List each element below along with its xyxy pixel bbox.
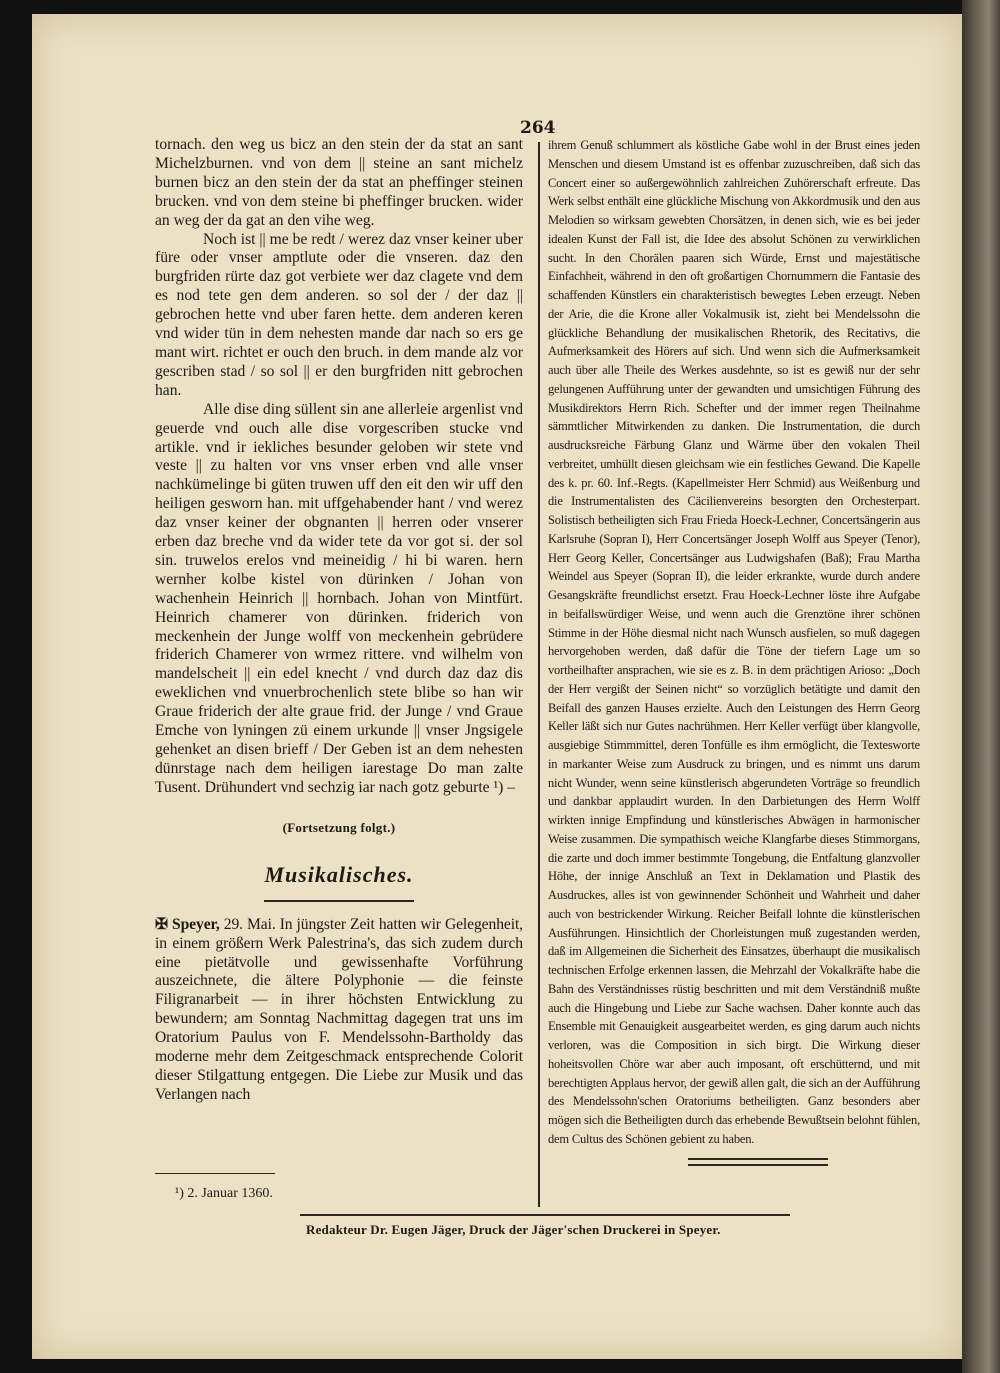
section-title: Musikalisches. (264, 861, 414, 887)
music-dateline: ✠ Speyer, (155, 915, 220, 933)
charter-paragraph-2: Noch ist || me be redt / werez daz vnser keiner uber füre oder vnser amptlute oder die vnseren. daz den burgfriden rürte daz got verbiete wer daz clagete vnd dem es nod tete gen dem anderen. so sol der / der daz || gebrochen hette vnd uber faren hette. dem anderen keren vnd wider tün in dem nehesten mande dar nach so ers ge mant wirt. richtet er ouch den bruch. in dem mande alz vor gescriben stad / so sol || er den burgfriden nitt gebrochen han. (155, 230, 523, 399)
imprint-line: Redakteur Dr. Eugen Jäger, Druck der Jäger'schen Druckerei in Speyer. (306, 1222, 721, 1237)
right-column (548, 136, 920, 1149)
article-end-rule-2 (688, 1164, 828, 1166)
imprint-rule (300, 1214, 790, 1216)
book-binding-edge (962, 0, 1000, 1373)
music-report-start (155, 916, 523, 1105)
footnote-rule (155, 1173, 275, 1174)
column-divider (538, 142, 540, 1207)
title-rule (264, 900, 414, 902)
charter-paragraph-3: Alle dise ding süllent sin ane allerleie argenlist vnd geuerde vnd ouch alle dise vorgescriben stucke vnd artikle. vnd ir iekliches besunder geloben wir stete vnd veste || zu halten vor vns vnser erben vnd alle vnser nachkümelinge bi güten truwen uff den eit den wir uff den heiligen gesworn han. mit uffgehabender hant / vnd werez daz vnser keiner der obgnanten || herren oder vnserer erben daz breche vnd da wider tete da vor got si. der sol sin. truwelos erelos vnd meineidig / hi bi waren. hern wernher kolbe kistel von dürinken / Johan von wachenhein Heinrich || hornbach. Johan von Mintfürt. Heinrich chamerer von dürinken. friderich von meckenhein der Junge wolff von meckenhein gebrüdere friderich Chamerer von wrmez rittere. vnd wilhelm von mandelscheit || ein edel knecht / vnd durch daz daz dis eweklichen vnd vnuerbrochenlich stete blibe so han wir Graue friderich der alte graue frid. der Junge / vnd Graue Emche von lyningen zü einem urkunde || vnser Jngsigele gehenket an disen brieff / Der Geben ist an dem nehesten dünrstage nach dem heiligen iarestage Do man zalte Tusent. Drühundert vnd sechzig iar nach gotz geburte ¹) – (155, 400, 523, 796)
charter-paragraph-1: tornach. den weg us bicz an den stein der da stat an sant Michelzburnen. vnd von dem || steine an sant michelz burnen bicz an den stein der da stat an pheffinger steinen brucken. vnd von dem steine bi pheffinger brucken. wider an weg der da gat an den vihe weg. (155, 136, 523, 229)
music-report-text: 29. Mai. In jüngster Zeit hatten wir Gelegenheit, in einem größern Werk Palestrina's, das sich zudem durch eine pietätvolle und gewissenhafte Vorführung auszeichnete, die ältere Polyphonie — die feinste Filigranarbeit — in ihrer höchsten Entwicklung zu bewundern; am Sonntag Nachmittag dagegen trat uns im Oratorium Paulus von F. Mendelssohn-Bartholdy das moderne mehr dem Zeitgeschmack entsprechende Colorit dieser Stilgattung entgegen. Die Liebe zur Musik und das Verlangen nach (155, 915, 523, 1103)
music-report-continuation: ihrem Genuß schlummert als köstliche Gabe wohl in der Brust eines jeden Menschen und diesem Umstand ist es offenbar zuzuschreiben, daß sich das Concert einer so außergewöhnlich zahlreichen Zuhörerschaft erfreute. Das Werk selbst enthält eine glückliche Mischung von Akkordmusik und den aus Melodien so wirksam gewebten Chorsätzen, in denen sich, wie es bei jeder idealen Kunst der Fall ist, die Idee des absolut Schönen zu verwirklichen sucht. In den Chorälen paaren sich Würde, Ernst und majestätische Einfachheit, während in den oft großartigen Chornummern die Fantasie des schaffenden Künstlers ein charakteristisch bewegtes Leben erzeugt. Neben der Arie, die die Krone aller Vokalmusik ist, zieht bei Mendelssohn die glückliche Behandlung der musikalischen Rhetorik, des Recitativs, die Aufmerksamkeit des Hörers auf sich. Und wenn sich die Aufmerksamkeit auch über alle Theile des Werkes ausdehnte, so ist es gewiß nur der sehr gelungenen Aufführung unter der gewandten und umsichtigen Führung des Musikdirektors Herrn Rich. Schefter und der immer regen Theilnahme sämmtlicher Mitwirkenden zu danken. Die Instrumentation, die durch ausdrucksreiche Färbung Glanz und Wärme über den vokalen Theil verbreitet, umhüllt diesen gleichsam wie ein festliches Gewand. Die Kapelle des k. pr. 60. Inf.-Regts. (Kapellmeister Herr Schmid) aus Weißenburg und die Instrumentalisten des Cäcilienvereins besorgten den Orchesterpart. Solistisch betheiligten sich Frau Frieda Hoeck-Lechner, Concertsängerin aus Karlsruhe (Sopran I), Herr Concertsänger Joseph Wolff aus Speyer (Tenor), Herr Georg Keller, Concertsänger aus Ludwigshafen (Baß); Frau Martha Weindel aus Speyer (Sopran II), die leider erkrankte, wurde durch andere Gesangskräfte freundlichst ersetzt. Frau Hoeck-Lechner löste ihre Aufgabe in beifallswürdiger Weise, und wenn auch die Grenztöne ihrer schönen Stimme in der Höhe diesmal nicht nach Wunsch ausfielen, so muß dagegen hervorgehoben werden, daß dafür die Töne der tiefern Lage um so vortheilhafter ansprachen, wie sie es z. B. in dem prächtigen Arioso: „Doch der Herr vergißt der Seinen nicht“ so vorzüglich betätigte und damit den Beifall des ganzen Hauses erzielte. Auch den Leistungen des Herrn Georg Keller läßt sich nur Gutes nachrühmen. Herr Keller verfügt über klangvolle, ausgiebige Stimmmittel, deren Tonfülle es ihm ermöglicht, die Textesworte in markanter Weise zum Ausdruck zu bringen, und es nimmt uns darum nicht Wunder, wenn seine künstlerisch abgerundeten Vorträge so freundlich und dankbar applaudirt wurden. In den Darbietungen des Herrn Wolff wirkten innige Empfindung und künstlerisches Abwägen in harmonischer Weise zusammen. Die sympathisch weiche Klangfarbe dieses Stimmorgans, die zarte und doch immer bestimmte Tongebung, die Entfaltung glanzvoller Höhe, der innige Anschluß an Text in Deklamation und Plastik des Ausdruckes, alles ist von gewinnender Schönheit und Wahrheit und daher auch von bestrickender Wirkung. Reicher Beifall lohnte die künstlerischen Ausführungen. Hinsichtlich der Chorleistungen muß zugestanden werden, daß im Allgemeinen die Sicherheit des Einsatzes, überhaupt die musikalisch technischen Erfolge erkennen lassen, die Mehrzahl der Vokalkräfte habe die Bahn des Verständnisses rüstig beschritten und mit dem Verständniß mußte auch die Hingebung und Liebe zur Sache wachsen. Daher konnte auch das Ensemble mit Genauigkeit ausgearbeitet werden, es ging darum auch nichts verloren, was die Composition in sich birgt. Die Wirkung dieser hoheitsvollen Chöre war aber auch imposant, oft erschütternd, und mit berechtigten Applaus hervor, der gewiß allen galt, die sich an der Aufführung des Mendelssohn'schen Oratoriums betheiligten. Ganz besonders aber mögen sich die Betheiligten durch das erhebende Bewußtsein belohnt fühlen, dem Cultus des Schönen gebient zu haben. (548, 138, 920, 1146)
footnote: ¹) 2. Januar 1360. (175, 1186, 273, 1201)
page-number: 264 (520, 118, 556, 138)
left-column (155, 136, 523, 1105)
article-end-rule-1 (688, 1158, 828, 1160)
continued-label: (Fortsetzung folgt.) (282, 819, 396, 835)
